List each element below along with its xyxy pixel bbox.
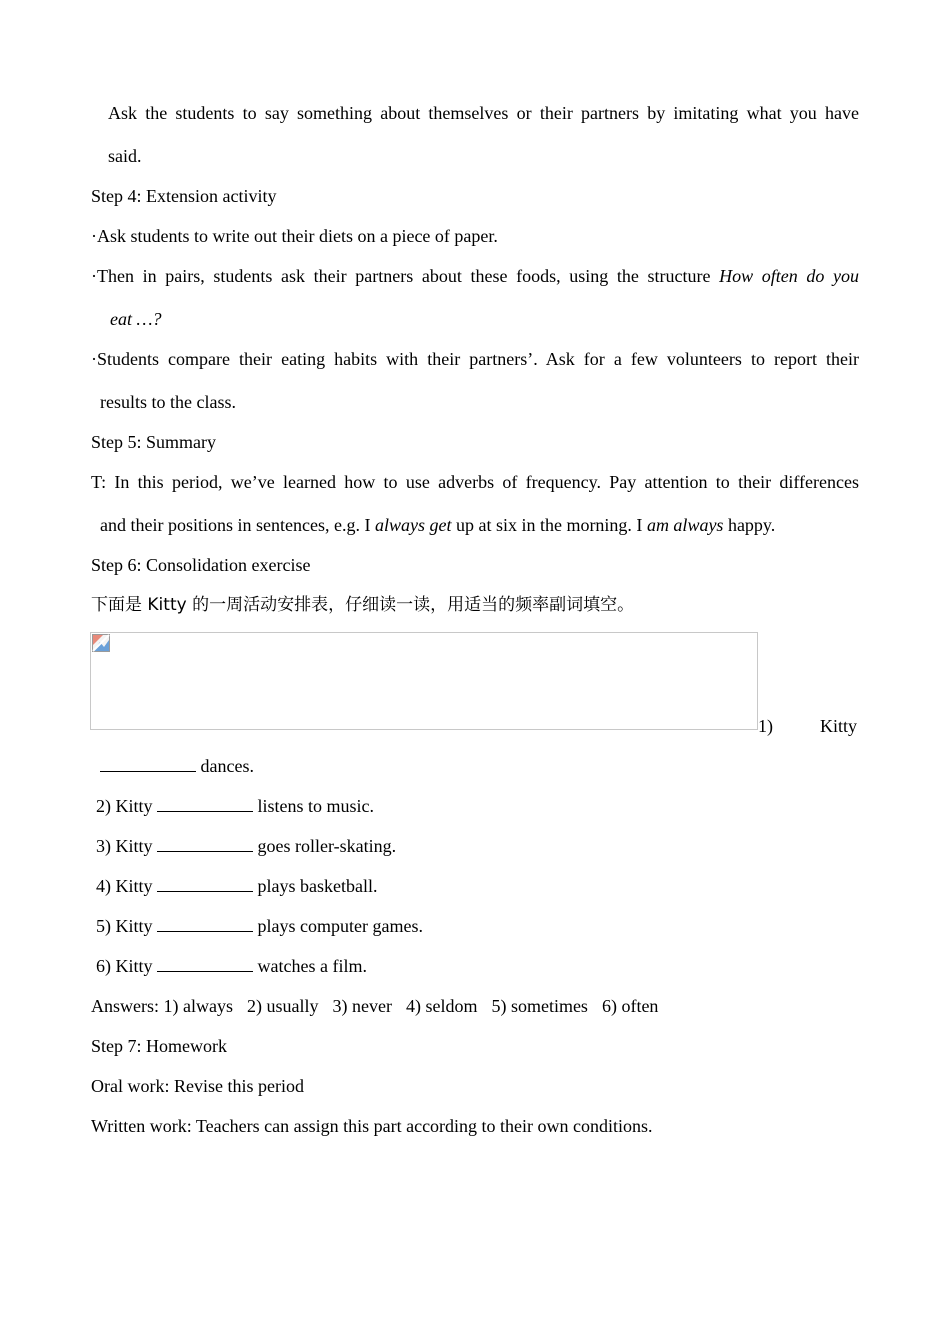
- question-1-line: [100, 755, 254, 777]
- question-3: [96, 835, 396, 857]
- question-rest: listens to music.: [257, 796, 374, 816]
- step4-bullet-2-italic: How often do you: [719, 266, 859, 286]
- step5-line-2-a: and their positions in sentences, e.g. I: [100, 515, 375, 535]
- answer-blank[interactable]: [157, 875, 253, 892]
- question-1-subject: Kitty: [820, 716, 858, 736]
- broken-image-icon: [92, 634, 110, 652]
- step7-written: Written work: Teachers can assign this part according to their own conditions.: [91, 1116, 653, 1136]
- step4-heading: Step 4: Extension activity: [91, 186, 277, 206]
- step5-line-1: T: In this period, we’ve learned how to use adverbs of frequency. Pay attention to their differences: [91, 472, 859, 492]
- answer-blank[interactable]: [157, 795, 253, 812]
- question-1-rest: dances.: [200, 756, 254, 776]
- answers-line: [91, 995, 658, 1017]
- step4-bullet-2: [91, 265, 859, 287]
- step4-bullet-1: ·Ask students to write out their diets on a piece of paper.: [91, 226, 498, 246]
- step4-bullet-2-text: ·Then in pairs, students ask their partners about these foods, using the structure: [91, 266, 711, 286]
- answer-item: 2) usually: [246, 996, 319, 1016]
- schedule-image-placeholder: [90, 632, 758, 730]
- answer-blank[interactable]: [157, 835, 253, 852]
- step4-bullet-2-cont: eat …?: [110, 309, 162, 329]
- answer-item: 3) never: [332, 996, 392, 1016]
- step7-oral: Oral work: Revise this period: [91, 1076, 304, 1096]
- step6-instruction: 下面是 Kitty 的一周活动安排表，仔细读一读，用适当的频率副词填空。: [91, 595, 635, 615]
- step4-bullet-3-line-1: ·Students compare their eating habits with their partners’. Ask for a few volunteers to report their: [91, 349, 859, 369]
- step5-line-2: [100, 514, 775, 536]
- answer-blank[interactable]: [157, 915, 253, 932]
- question-4: [96, 875, 377, 897]
- answer-item: 4) seldom: [405, 996, 478, 1016]
- question-prefix: 2) Kitty: [96, 796, 153, 816]
- step6-heading: Step 6: Consolidation exercise: [91, 555, 311, 575]
- answer-item: 1) always: [163, 996, 233, 1016]
- question-rest: goes roller-skating.: [257, 836, 397, 856]
- answers-label: Answers:: [91, 996, 159, 1016]
- question-6: [96, 955, 367, 977]
- question-1-number: 1): [758, 716, 773, 736]
- step5-line-2-italic-1: always get: [374, 515, 452, 535]
- question-rest: watches a film.: [257, 956, 367, 976]
- step3-line-1: Ask the students to say something about themselves or their partners by imitating what you have: [108, 103, 859, 123]
- question-5: [96, 915, 423, 937]
- answer-blank[interactable]: [157, 955, 253, 972]
- step5-line-2-b: up at six in the morning. I: [451, 515, 647, 535]
- step3-line-2: said.: [108, 146, 142, 166]
- answer-item: 5) sometimes: [491, 996, 588, 1016]
- step5-heading: Step 5: Summary: [91, 432, 216, 452]
- question-rest: plays basketball.: [257, 876, 378, 896]
- answer-blank[interactable]: [100, 755, 196, 772]
- question-prefix: 5) Kitty: [96, 916, 153, 936]
- step7-heading: Step 7: Homework: [91, 1036, 227, 1056]
- question-prefix: 3) Kitty: [96, 836, 153, 856]
- step5-line-2-c: happy.: [723, 515, 776, 535]
- question-2: [96, 795, 374, 817]
- question-prefix: 6) Kitty: [96, 956, 153, 976]
- answer-item: 6) often: [601, 996, 659, 1016]
- step5-line-2-italic-2: am always: [646, 515, 724, 535]
- question-prefix: 4) Kitty: [96, 876, 153, 896]
- step4-bullet-3-line-2: results to the class.: [100, 392, 236, 412]
- question-rest: plays computer games.: [257, 916, 423, 936]
